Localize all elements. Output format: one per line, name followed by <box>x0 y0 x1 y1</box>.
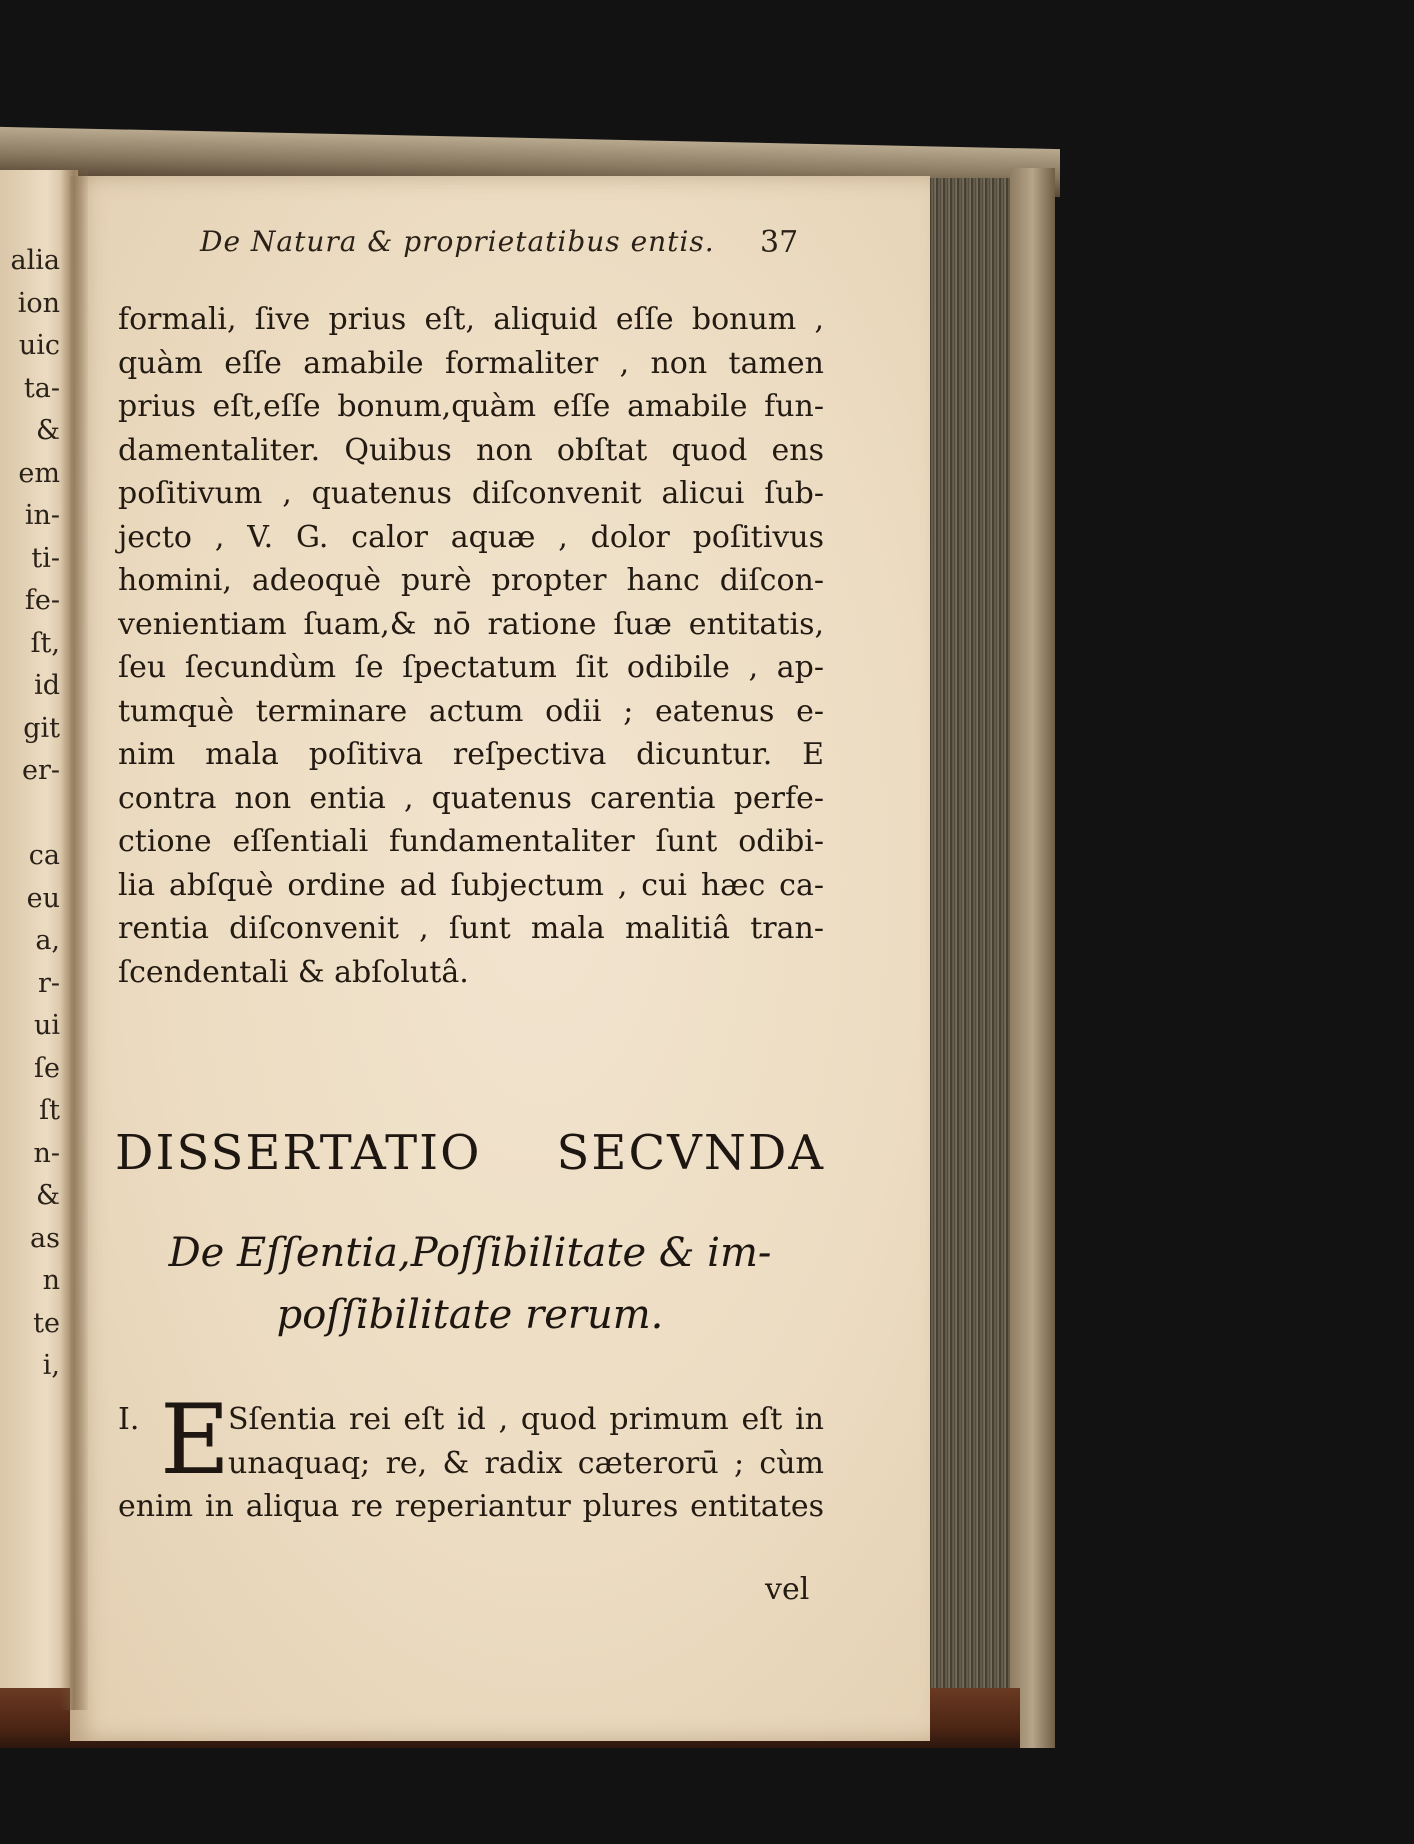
text-line: contra non entia , quatenus carentia perfe- <box>118 780 824 816</box>
drop-cap-initial: E <box>160 1384 231 1496</box>
text-line: unaquaq; re, & radix cæterorū ; cùm <box>228 1445 824 1481</box>
left-fragment: ion <box>17 287 60 319</box>
left-fragment: te <box>33 1307 60 1339</box>
left-fragment <box>0 793 60 836</box>
text-line: prius eſt,eſſe bonum,quàm eſſe amabile fun- <box>118 389 824 424</box>
left-fragment: alia <box>10 245 60 276</box>
left-fragment: fe- <box>24 585 60 616</box>
text-line: rentia diſconvenit , ſunt mala malitiâ tran- <box>118 911 824 946</box>
left-fragment: git <box>23 712 60 744</box>
left-fragment: r- <box>37 967 60 999</box>
left-fragment: er- <box>21 755 60 786</box>
book-gutter <box>60 170 88 1710</box>
left-fragment: eu <box>26 882 60 914</box>
left-fragment: ti- <box>31 542 60 574</box>
left-fragment: ca <box>28 840 60 871</box>
left-fragment: n- <box>33 1137 60 1169</box>
page-number: 37 <box>760 225 799 260</box>
left-fragment: i, <box>42 1350 60 1381</box>
left-fragment: & <box>35 1180 60 1211</box>
dissertation-subtitle <box>115 1222 825 1346</box>
text-line: venientiam ſuam,& nō ratione ſuæ entitatis, <box>118 606 824 642</box>
text-line: nim mala poſitiva reſpectiva dicuntur. E <box>118 737 824 772</box>
text-line: quàm eſſe amabile formaliter , non tamen <box>118 345 824 381</box>
left-fragment: in- <box>24 500 60 531</box>
text-line: ctione eſſentiali fundamentaliter ſunt odibi- <box>118 824 824 859</box>
text-line: jecto , V. G. calor aquæ , dolor poſitivus <box>118 519 824 555</box>
left-fragment: ta- <box>23 372 60 404</box>
cover-edge <box>1010 168 1055 1748</box>
text-line: ſeu ſecundùm ſe ſpectatum ſit odibile , ap- <box>118 650 824 685</box>
text-line: damentaliter. Quibus non obſtat quod ens <box>118 432 824 468</box>
subtitle-line: poſſibilitate rerum. <box>276 1292 664 1338</box>
section-one <box>118 1384 824 1529</box>
text-line: tumquè terminare actum odii ; eatenus e- <box>118 693 824 729</box>
running-head: De Natura & proprietatibus entis. <box>200 225 715 258</box>
left-fragment: id <box>34 670 60 701</box>
text-line: Sſentia rei eſt id , quod primum eſt in <box>228 1402 824 1437</box>
text-line: poſitivum , quatenus diſconvenit alicui ſub- <box>118 476 824 511</box>
text-line: enim in aliqua re reperiantur plures entitates <box>118 1489 824 1524</box>
left-fragment: ui <box>33 1010 60 1041</box>
body-text <box>118 298 824 994</box>
text-line: ſcendentali & abſolutâ. <box>118 954 469 990</box>
left-fragment: ſt <box>39 1095 60 1126</box>
text-line: formali, ſive prius eſt, aliquid eſſe bonum , <box>118 302 824 337</box>
left-fragment: & <box>35 415 60 446</box>
left-fragment: em <box>18 457 60 489</box>
subtitle-line: De Eſſentia,Poſſibilitate & im- <box>168 1230 772 1276</box>
left-fragment: n <box>42 1265 60 1296</box>
left-page-fragments <box>0 240 60 1388</box>
text-line: homini, adeoquè purè propter hanc diſcon- <box>118 563 824 598</box>
dissertation-title: DISSERTATIO SECVNDA <box>115 1125 825 1181</box>
left-fragment: ſt, <box>30 627 60 659</box>
section-number: I. <box>118 1402 140 1437</box>
left-fragment: a, <box>35 925 60 956</box>
left-fragment: uic <box>18 330 60 361</box>
text-line: lia abſquè ordine ad ſubjectum , cui hæc ca- <box>118 867 824 903</box>
left-fragment: as <box>30 1222 60 1254</box>
left-fragment: ſe <box>34 1052 60 1084</box>
catchword: vel <box>765 1572 810 1607</box>
